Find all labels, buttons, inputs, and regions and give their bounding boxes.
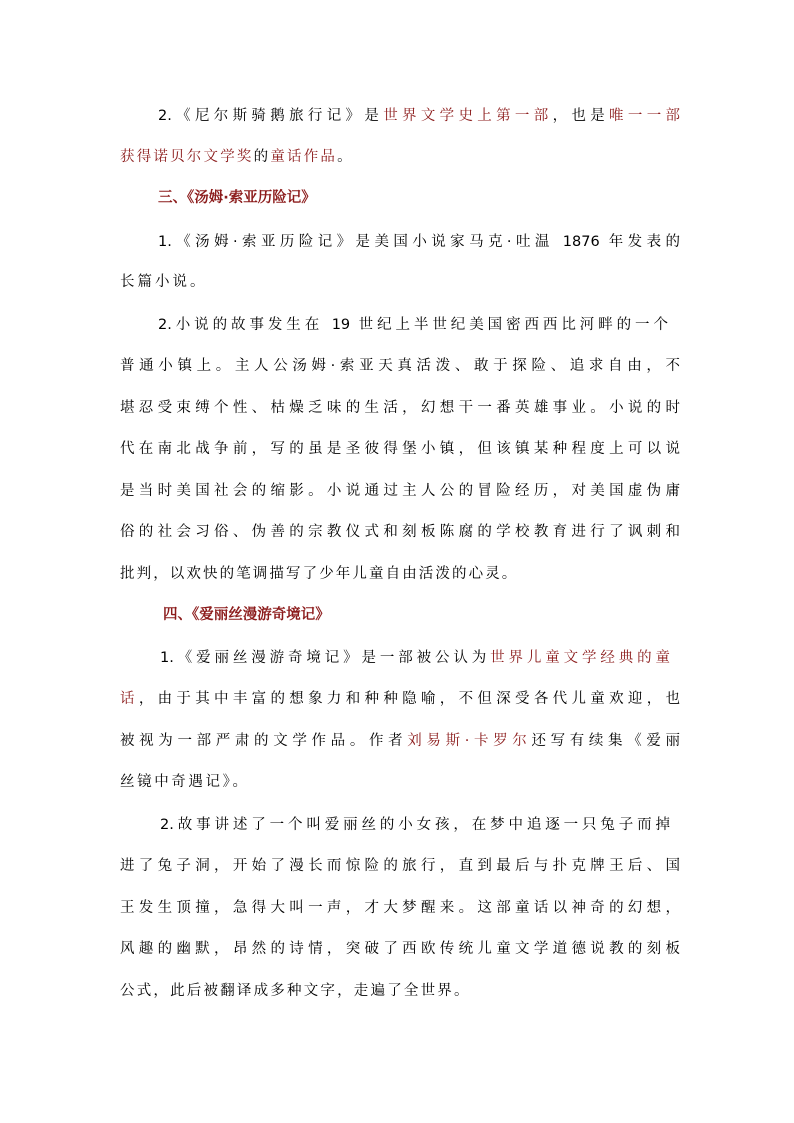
section-heading: 四、《爱丽丝漫游奇境记》	[163, 607, 330, 623]
paragraph-line: 丝镜中奇遇记》。	[120, 774, 250, 790]
paragraph-line: 王发生顶撞，急得大叫一声，才大梦醒来。这部童话以神奇的幻想，	[120, 900, 680, 916]
paragraph-line: 批判，以欢快的笔调描写了少年儿童自由活泼的心灵。	[120, 566, 519, 582]
paragraph-line: 2.故事讲述了一个叫爱丽丝的小女孩，在梦中追逐一只兔子而掉	[160, 817, 670, 833]
section-heading: 三、《汤姆·索亚历险记》	[158, 190, 316, 206]
highlighted-text: 世界儿童文学经典的童	[490, 650, 670, 666]
text-run: 被视为一部严肃的文学作品。作者	[120, 733, 408, 749]
paragraph-line	[158, 106, 680, 126]
paragraph-line: 1.《汤姆·索亚历险记》是美国小说家马克·吐温 1876 年发表的	[158, 234, 680, 250]
highlighted-text: 话	[120, 691, 139, 707]
paragraph-line: 代在南北战争前，写的虽是圣彼得堡小镇，但该镇某种程度上可以说	[120, 441, 680, 457]
text-run: 1.《爱丽丝漫游奇境记》是一部被公认为	[160, 650, 491, 666]
text-run: 的	[253, 149, 271, 165]
paragraph-line: 公式，此后被翻译成多种文字，走遍了全世界。	[120, 983, 471, 999]
paragraph-line: 长篇小说。	[120, 274, 208, 290]
text-run: ，也是	[552, 108, 610, 124]
text-run: 。	[337, 149, 354, 165]
paragraph-line: 俗的社会习俗、伪善的宗教仪式和刻板陈腐的学校教育进行了讽刺和	[120, 524, 680, 540]
paragraph-line: 堪忍受束缚个性、枯燥乏味的生活，幻想干一番英雄事业。小说的时	[120, 400, 680, 416]
paragraph-line: 普通小镇上。主人公汤姆·索亚天真活泼、敢于探险、追求自由，不	[120, 358, 680, 374]
paragraph-line: 风趣的幽默，昂然的诗情，突破了西欧传统儿童文学道德说教的刻板	[120, 941, 680, 957]
text-run: 还写有续集《爱丽	[531, 733, 681, 749]
highlighted-text: 童话作品	[270, 149, 338, 165]
highlighted-text: 刘易斯·卡罗尔	[407, 733, 532, 749]
highlighted-text: 唯一一部	[609, 108, 681, 124]
paragraph-line	[120, 147, 680, 167]
text-run: ，由于其中丰富的想象力和种种隐喻，不但深受各代儿童欢迎，也	[138, 691, 680, 707]
paragraph-line: 进了兔子洞，开始了漫长而惊险的旅行，直到最后与扑克牌王后、国	[120, 858, 680, 874]
paragraph-line	[120, 689, 680, 709]
paragraph-line: 是当时美国社会的缩影。小说通过主人公的冒险经历，对美国虚伪庸	[120, 483, 680, 499]
text-run: 2.《尼尔斯骑鹅旅行记》是	[158, 108, 384, 124]
paragraph-line: 2.小说的故事发生在 19 世纪上半世纪美国密西西比河畔的一个	[158, 317, 668, 333]
paragraph-line	[160, 648, 670, 668]
highlighted-text: 获得诺贝尔文学奖	[120, 149, 254, 165]
paragraph-line	[120, 731, 680, 751]
highlighted-text: 世界文学史上第一部	[383, 108, 553, 124]
